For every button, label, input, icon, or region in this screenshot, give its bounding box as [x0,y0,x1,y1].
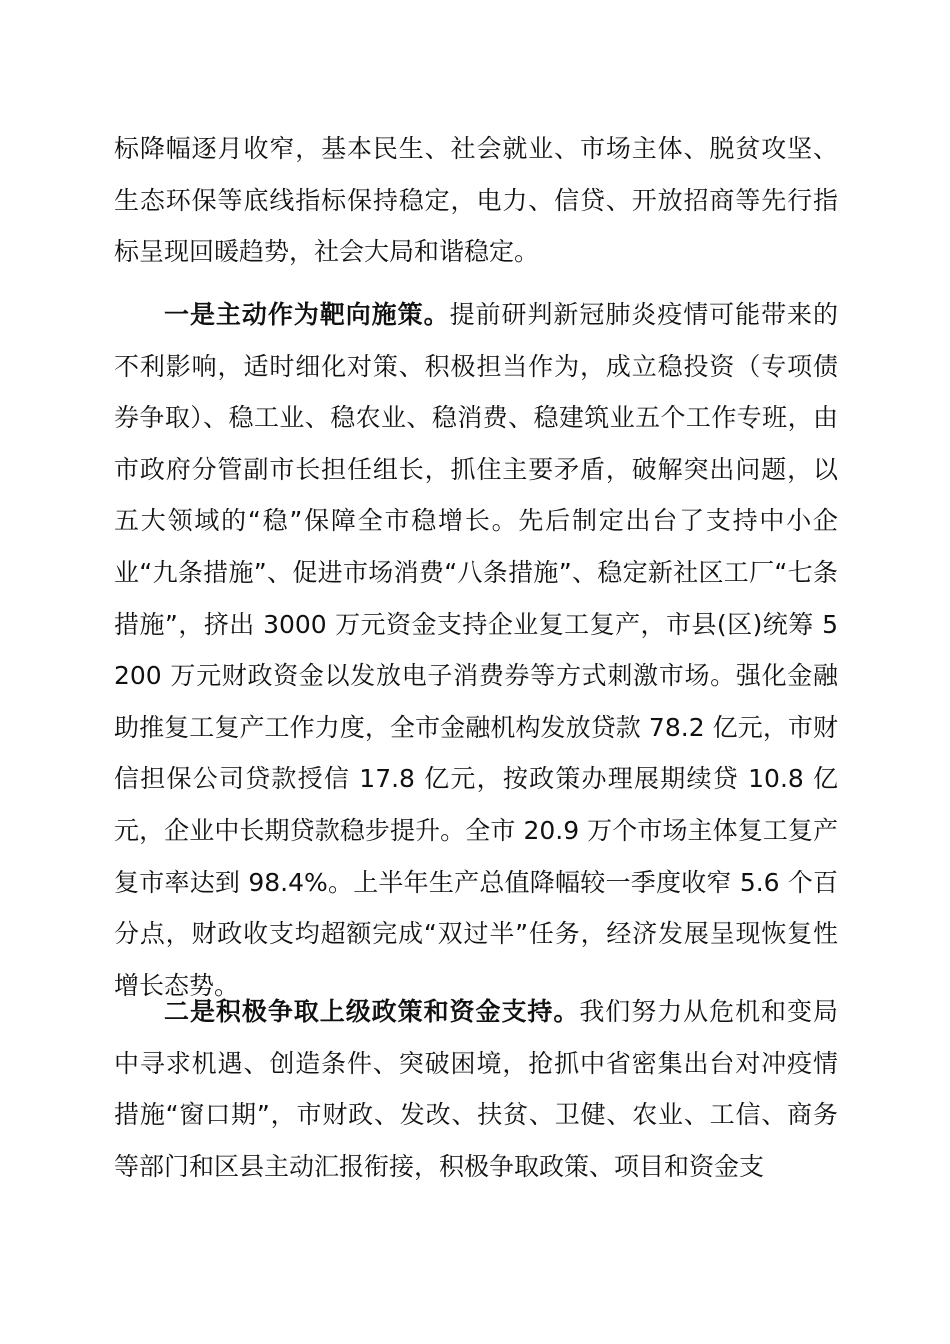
section-one-paragraph [114,289,838,1011]
section-one-lead: 一是主动作为靶向施策。 [164,300,450,329]
section-two-lead: 二是积极争取上级政策和资金支持。 [164,997,580,1026]
section-one-body: 提前研判新冠肺炎疫情可能带来的不利影响，适时细化对策、积极担当作为，成立稳投资（专项债券争取）、稳工业、稳农业、稳消费、稳建筑业五个工作专班，由市政府分管副市长担任组长，抓住主要矛盾，破解突出问题，以五大领域的“稳”保障全市稳增长。先后制定出台了支持中小企业“九条措施”、促进市场消费“八条措施”、稳定新社区工厂“七条措施”，挤出 3000 万元资金支持企业复工复产，市县(区)统筹 5200 万元财政资金以发放电子消费券等方式刺激市场。强化金融助推复工复产工作力度，全市金融机构发放贷款 78.2 亿元，市财信担保公司贷款授信 17.8 亿元，按政策办理展期续贷 10.8 亿元，企业中长期贷款稳步提升。全市 20.9 万个市场主体复工复产复市率达到 98.4%。上半年生产总值降幅较一季度收窄 5.6 个百分点，财政收支均超额完成“双过半”任务，经济发展呈现恢复性增长态势。 [114,300,838,1000]
section-two-body: 我们努力从危机和变局中寻求机遇、创造条件、突破困境，抢抓中省密集出台对冲疫情措施“窗口期”，市财政、发改、扶贫、卫健、农业、工信、商务等部门和区县主动汇报衔接，积极争取政策、项目和资金支 [114,997,838,1181]
section-two-paragraph [114,986,838,1192]
continued-paragraph: 标降幅逐月收窄，基本民生、社会就业、市场主体、脱贫攻坚、生态环保等底线指标保持稳定，电力、信贷、开放招商等先行指标呈现回暖趋势，社会大局和谐稳定。 [114,134,838,267]
